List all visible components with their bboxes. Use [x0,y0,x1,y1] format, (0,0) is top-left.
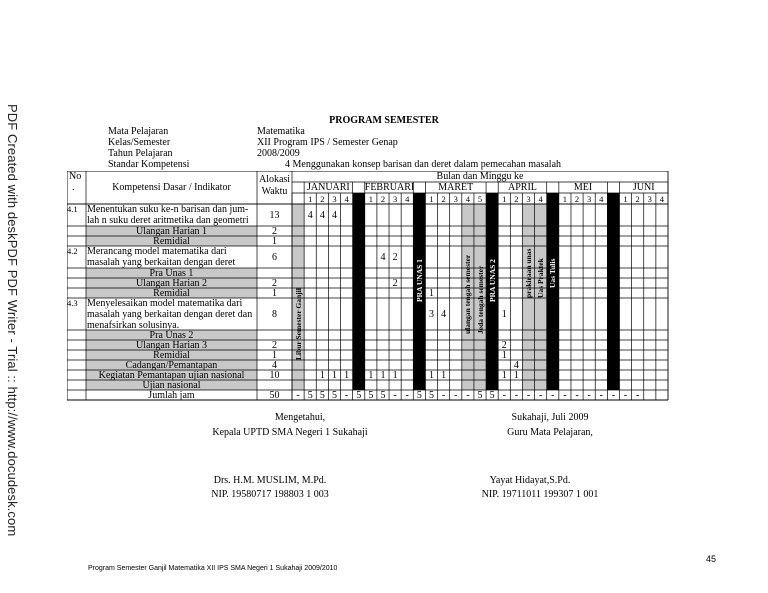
jumlah-value: 5 [307,389,313,401]
indicator-label: Cadangan/Pemantapan [125,359,218,371]
meta-key: Standar Kompetensi [108,159,190,170]
jumlah-value: - [575,389,579,401]
cell-value: 2 [392,277,398,289]
jumlah-value: - [466,389,470,401]
vertical-label: Uas Tulis [548,258,558,288]
kd-text: Menentukan suku ke-n barisan dan jum- [87,204,249,215]
week-number: 2 [574,193,580,204]
cell-value: 4 [319,209,325,221]
week-number: 3 [453,193,458,204]
kd-text: masalah yang berkaitan dengan deret [87,257,236,268]
week-number: 1 [502,193,507,204]
vertical-label: Jeda tengah semester [475,265,485,334]
alokasi-value: 1 [272,287,277,299]
page-title: PROGRAM SEMESTER [329,115,439,126]
week-number: 2 [380,193,386,204]
alokasi-value: 2 [272,277,277,289]
week-number: 4 [538,193,543,204]
meta-key: Kelas/Semester [108,137,171,148]
watermark [2,104,24,537]
meta-block [108,126,561,170]
alokasi-value: 13 [269,209,280,221]
alokasi-value: 4 [272,359,277,371]
month-mei: MEI [573,182,593,193]
jumlah-value: - [587,389,591,401]
indicator-label: Pra Unas 1 [149,267,194,279]
jumlah-value: 5 [416,389,422,401]
cell-value: 4 [441,308,447,320]
jumlah-value: - [623,389,628,401]
week-number: 3 [647,193,652,204]
black-column [607,193,619,390]
indicator-label: Kegiatan Pemantapan ujian nasional [98,369,245,381]
jumlah-value: 5 [380,389,386,401]
jumlah-value: - [636,389,640,401]
cell-value: 2 [501,339,507,351]
vertical-label: Uas Praktek [536,258,546,298]
cell-value: 3 [428,308,434,320]
cell-value: 1 [356,209,362,221]
week-number: 4 [344,193,349,204]
jumlah-value: - [405,389,409,401]
week-number: 4 [465,193,470,204]
meta-key: Mata Pelajaran [108,126,169,137]
alokasi-value: 1 [272,349,277,361]
indicator-label: Remidial [153,349,190,361]
alokasi-value: 6 [272,251,277,263]
schedule-table [67,171,668,411]
cell-value: 1 [428,287,434,299]
cell-value: 1 [319,369,325,381]
left-nip: NIP. 19580717 198803 1 003 [211,489,329,500]
month-maret: MARET [438,182,474,193]
jumlah-value: 5 [356,389,362,401]
jumlah-value: - [599,389,603,401]
jumlah-value: - [441,389,446,401]
indicator-label: Ulangan Harian 2 [135,277,208,289]
month-februari: FEBRUARI [364,182,415,193]
right-nip: NIP. 19711011 199307 1 001 [481,489,599,500]
week-number: 3 [587,193,592,204]
row-number: 4.3 [67,298,78,308]
watermark-text: PDF Created with deskPDF PDF Writer - Trial :: http://www.docudesk.com [5,104,20,537]
week-number: 2 [514,193,519,204]
header-bulan: Bulan dan Minggu ke [436,171,524,182]
right-name: Yayat Hidayat,S.Pd. [489,475,571,486]
kd-text: Menyelesaikan model matematika dari [87,298,243,309]
meta-value: Matematika [257,126,305,137]
week-number: 1 [368,193,373,204]
meta-value: 2008/2009 [257,148,300,159]
cell-value: 2 [392,251,398,263]
indicator-label: Remidial [153,287,190,299]
kd-text: menafsirkan solusinya. [87,320,180,331]
left-name: Drs. H.M. MUSLIM, M.Pd. [213,475,327,486]
row-number: 4.1 [67,204,78,214]
week-number: 4 [599,193,604,204]
header-no-dot: . [72,182,75,193]
jumlah-value: 5 [477,389,483,401]
jumlah-value: - [454,389,458,401]
vertical-label: PRA UNAS 2 [487,259,497,302]
meta-row [108,148,561,159]
cell-value: 1 [428,369,434,381]
black-column [353,193,365,390]
black-column [547,193,559,390]
jumlah-value: - [563,389,567,401]
week-number: 4 [405,193,410,204]
jumlah-value: 5 [428,389,434,401]
jumlah-value: 5 [331,389,337,401]
jumlah-value: - [514,389,519,401]
alokasi-value: 2 [272,225,277,237]
week-number: 5 [477,193,483,204]
jumlah-value: - [538,389,543,401]
week-number: 1 [623,193,628,204]
left-role: Kepala UPTD SMA Negeri 1 Sukahaji [212,427,368,438]
week-number: 4 [659,193,665,204]
jumlah-value: - [296,389,300,401]
header-waktu: Waktu [261,186,288,197]
cell-value: 4 [331,209,337,221]
meta-row [108,126,561,137]
vertical-label: prakiraan unas [524,248,534,298]
indicator-label: Jumlah jam [148,389,195,401]
cell-value: 1 [513,369,519,381]
meta-value: XII Program IPS / Semester Genap [257,137,398,148]
header-alokasi: Alokasi [258,174,291,185]
row-number: 4.2 [67,246,78,256]
vertical-label: Libur Semester Ganjil [293,288,303,360]
month-januari: JANUARI [306,182,350,193]
jumlah-value: - [611,389,616,401]
jumlah-value: - [502,389,506,401]
cell-value: 1 [331,369,337,381]
week-number: 3 [392,193,398,204]
page-number: 45 [706,554,717,564]
jumlah-value: 5 [489,389,495,401]
week-number: 2 [320,193,325,204]
cell-value: 1 [441,369,447,381]
header-no: No [69,171,82,182]
cell-value: 1 [356,235,362,247]
jumlah-value: - [344,389,349,401]
right-role: Guru Mata Pelajaran, [507,427,593,438]
meta-key: Tahun Pelajaran [108,148,173,159]
jumlah-value: 5 [368,389,374,401]
cell-value: 4 [307,209,313,221]
vertical-label: ulangan tengah semester [463,254,473,334]
week-number: 3 [526,193,531,204]
indicator-label: Ujian nasional [142,379,201,391]
month-juni: JUNI [632,182,655,193]
jumlah-value: - [526,389,531,401]
jumlah-value: 5 [319,389,325,401]
indicator-label: Ulangan Harian 1 [135,225,208,237]
vertical-label: PRA UNAS 1 [414,259,424,302]
cell-value: 2 [356,225,362,237]
cell-value: 4 [380,251,386,263]
indicator-label: Pra Unas 2 [149,329,194,341]
week-number: 2 [441,193,446,204]
week-number: 1 [429,193,434,204]
week-number: 3 [332,193,337,204]
meta-row [108,159,561,170]
right-place: Sukahaji, Juli 2009 [511,412,589,423]
meta-value: 4 Menggunakan konsep barisan dan deret dalam pemecahan masalah [285,159,562,170]
footer-text: Program Semester Ganjil Matematika XII IPS SMA Negeri 1 Sukahaji 2009/2010 [88,565,338,572]
cell-value: 1 [344,369,350,381]
cell-value: 1 [392,369,398,381]
meta-row [108,137,561,148]
indicator-label: Remidial [153,235,190,247]
alokasi-value: 1 [272,235,277,247]
jumlah-value: - [551,389,555,401]
week-number: 1 [308,193,313,204]
cell-value: 4 [513,359,519,371]
header-kd: Kompetensi Dasar / Indikator [112,182,231,193]
week-number: 1 [562,193,568,204]
week-number: 2 [635,193,640,204]
indicator-label: Ulangan Harian 3 [135,339,208,351]
alokasi-value: 2 [272,339,277,351]
cell-value: 1 [368,369,374,381]
cell-value: 1 [380,369,386,381]
cell-value: 1 [501,349,507,361]
cell-value: 1 [501,308,507,320]
alokasi-value: 50 [269,389,280,401]
kd-text: Merancang model matematika dari [87,246,227,257]
jumlah-value: - [393,389,397,401]
left-place: Mengetahui, [274,412,326,423]
kd-text: lah n suku deret aritmetika dan geometri [87,215,249,226]
cell-value: 1 [501,369,507,381]
kd-text: masalah yang berkaitan dengan deret dan [87,309,253,320]
alokasi-value: 8 [272,308,277,320]
alokasi-value: 10 [269,369,280,381]
month-april: APRIL [507,182,537,193]
